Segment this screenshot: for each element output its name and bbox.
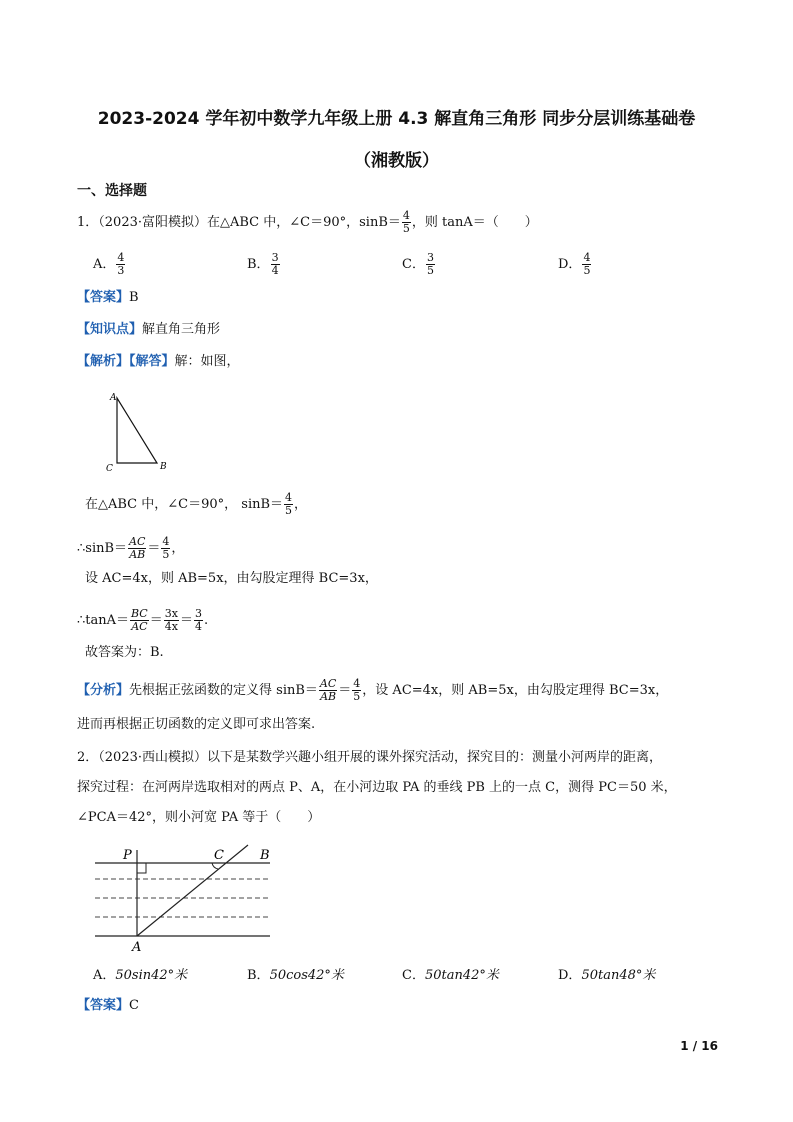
option-text: 50sin42°米 <box>115 968 188 983</box>
fraction-numerator: 4 <box>353 677 361 690</box>
fraction-numerator: AC <box>319 677 337 690</box>
q1-summary-line-2: 进而再根据正切函数的定义即可求出答案. <box>77 717 316 732</box>
summary-text: 先根据正弦函数的定义得 sinB＝ <box>129 683 318 698</box>
fraction-numerator: 3 <box>271 251 279 264</box>
document-subtitle: （湘教版） <box>354 151 439 171</box>
q1-answer <box>77 288 139 308</box>
option-label: B． <box>247 257 270 272</box>
solution-text: . <box>203 613 209 628</box>
q2-option-d <box>558 964 655 983</box>
fraction-denominator: 5 <box>162 548 170 561</box>
solution-text: 在△ABC 中，∠C＝90°， sinB＝ <box>85 497 284 512</box>
q1-stem-text-a: 1．（2023·富阳模拟）在△ABC 中，∠C＝90°，sinB＝ <box>77 215 401 230</box>
fraction-denominator: 4x <box>164 620 178 633</box>
fraction-denominator: AB <box>129 548 146 561</box>
q1-solution-line-4 <box>77 608 208 633</box>
section-heading: 一、选择题 <box>77 183 147 199</box>
fraction-numerator: AC <box>129 535 146 548</box>
fraction-denominator: 4 <box>194 620 202 633</box>
q1-stem-fraction <box>402 210 411 235</box>
knowledge-value: 解直角三角形 <box>142 322 221 337</box>
fraction-numerator: 4 <box>583 251 591 264</box>
q1-option-a <box>93 252 126 277</box>
vertex-label-a: A <box>110 393 117 403</box>
equals-sign: ＝ <box>147 541 161 556</box>
option-label: C． <box>402 257 425 272</box>
q1-option-d <box>558 252 592 277</box>
fraction-denominator: 5 <box>583 264 591 277</box>
segment-ac <box>137 845 248 936</box>
point-label-c: C <box>214 848 224 863</box>
option-label: A． <box>93 968 116 983</box>
option-text: 50cos42°米 <box>269 968 344 983</box>
solution-text: ， <box>171 541 185 556</box>
angle-arc <box>212 863 218 869</box>
equals-sign: ＝ <box>149 613 163 628</box>
point-label-a: A <box>132 940 142 955</box>
option-label: B． <box>247 968 270 983</box>
q1-knowledge-point <box>77 320 220 340</box>
vertex-label-c: C <box>106 464 113 474</box>
q2-stem-line-3: ∠PCA＝42°，则小河宽 PA 等于（ ） <box>77 810 321 825</box>
q1-solution-line-2 <box>77 536 184 561</box>
knowledge-tag: 【知识点】 <box>77 322 143 337</box>
point-label-b: B <box>260 848 270 863</box>
option-label: D． <box>558 968 582 983</box>
fraction-denominator: 5 <box>426 264 434 277</box>
analysis-intro: 解：如图， <box>174 354 240 369</box>
q2-option-b <box>247 964 344 983</box>
answer-tag: 【答案】 <box>77 290 130 305</box>
q1-solution-line-3: 设 AC=4x，则 AB=5x，由勾股定理得 BC=3x， <box>85 571 378 586</box>
summary-text: ，设 AC=4x，则 AB=5x，由勾股定理得 BC=3x， <box>362 683 669 698</box>
point-label-p: P <box>123 848 132 863</box>
fraction-numerator: 3 <box>426 251 434 264</box>
q2-stem-line-1: 2．（2023·西山模拟）以下是某数学兴趣小组开展的课外探究活动，探究目的：测量小河两岸的距离， <box>77 750 662 765</box>
q1-solution-line-5: 故答案为：B. <box>85 645 164 660</box>
fraction-numerator: 4 <box>117 251 125 264</box>
option-text: 50tan42°米 <box>424 968 499 983</box>
fraction-denominator: 5 <box>285 504 293 517</box>
q1-stem <box>77 210 538 235</box>
solution-text: ∴sinB＝ <box>77 541 128 556</box>
fraction-denominator: AC <box>131 620 148 633</box>
right-angle-mark <box>137 863 146 873</box>
answer-value: B <box>129 290 139 305</box>
page-number: 1 / 16 <box>680 1039 718 1053</box>
equals-sign: ＝ <box>179 613 193 628</box>
fraction-numerator: BC <box>131 607 148 620</box>
fraction-denominator: 5 <box>353 690 361 703</box>
solution-text: ， <box>294 497 308 512</box>
q1-option-b <box>247 252 281 277</box>
fraction-numerator: 4 <box>285 491 293 504</box>
option-label: C． <box>402 968 425 983</box>
q1-solution-line-1 <box>85 492 307 517</box>
fraction-numerator: 4 <box>402 209 410 222</box>
q2-answer <box>77 996 139 1016</box>
q1-stem-text-b: ，则 tanA＝（ ） <box>411 215 538 230</box>
document-title: 2023-2024 学年初中数学九年级上册 4.3 解直角三角形 同步分层训练基础卷 <box>97 109 696 129</box>
equals-sign: ＝ <box>338 683 352 698</box>
fraction-numerator: 3x <box>164 607 178 620</box>
fraction-denominator: 5 <box>402 222 410 235</box>
river-figure <box>90 840 290 955</box>
vertex-label-b: B <box>160 462 167 472</box>
triangle-figure <box>100 388 180 474</box>
fraction-denominator: AB <box>320 690 337 703</box>
answer-tag: 【答案】 <box>77 998 130 1013</box>
option-label: D． <box>558 257 582 272</box>
analysis-tag: 【解析】【解答】 <box>77 354 175 369</box>
q2-stem-line-2: 探究过程：在河两岸选取相对的两点 P、A，在小河边取 PA 的垂线 PB 上的一点 C，测得 PC＝50 米， <box>77 780 677 795</box>
fraction-numerator: 3 <box>194 607 202 620</box>
option-label: A． <box>93 257 116 272</box>
q2-option-c <box>402 964 499 983</box>
solution-text: ∴tanA＝ <box>77 613 130 628</box>
fraction-denominator: 3 <box>117 264 125 277</box>
answer-value: C <box>129 998 139 1013</box>
q1-summary <box>77 678 668 703</box>
option-text: 50tan48°米 <box>581 968 656 983</box>
fraction-denominator: 4 <box>271 264 279 277</box>
summary-tag: 【分析】 <box>77 683 130 698</box>
q2-option-a <box>93 964 187 983</box>
q1-analysis <box>77 352 240 372</box>
q1-option-c <box>402 252 436 277</box>
triangle-shape <box>117 398 157 463</box>
fraction-numerator: 4 <box>162 535 170 548</box>
